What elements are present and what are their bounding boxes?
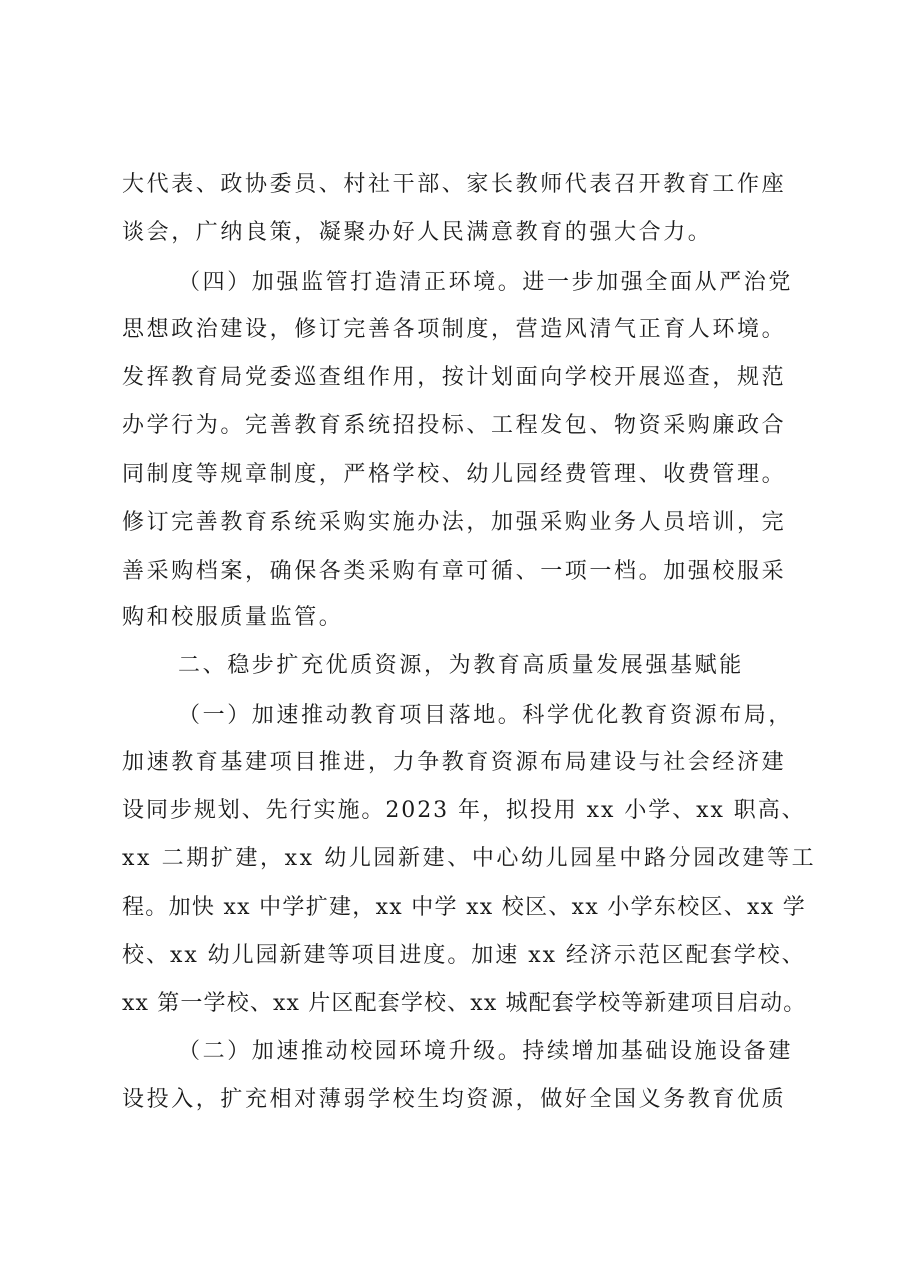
text-line-4: 思想政治建设，修订完善各项制度，营造风清气正育人环境。 — [122, 317, 787, 342]
text-line-12: （一）加速推动教育项目落地。科学优化教育资源布局， — [178, 703, 794, 728]
text-line-13: 加速教育基建项目推进，力争教育资源布局建设与社会经济建 — [122, 750, 787, 775]
text-line-7: 同制度等规章制度，严格学校、幼儿园经费管理、收费管理。 — [122, 462, 787, 487]
text-line-20: 设投入，扩充相对薄弱学校生均资源，做好全国义务教育优质 — [122, 1087, 787, 1112]
text-line-15: xx 二期扩建，xx 幼儿园新建、中心幼儿园星中路分园改建等工 — [122, 846, 817, 871]
text-line-18: xx 第一学校、xx 片区配套学校、xx 城配套学校等新建项目启动。 — [122, 991, 807, 1016]
text-line-6: 办学行为。完善教育系统招投标、工程发包、物资采购廉政合 — [122, 413, 787, 438]
text-line-1: 大代表、政协委员、村社干部、家长教师代表召开教育工作座 — [122, 172, 787, 197]
text-line-17: 校、xx 幼儿园新建等项目进度。加速 xx 经济示范区配套学校、 — [122, 943, 806, 968]
section-heading: 二、稳步扩充优质资源，为教育高质量发展强基赋能 — [178, 653, 744, 678]
text-line-9: 善采购档案，确保各类采购有章可循、一项一档。加强校服采 — [122, 559, 787, 584]
text-line-10: 购和校服质量监管。 — [122, 605, 344, 630]
text-line-3: （四）加强监管打造清正环境。进一步加强全面从严治党 — [178, 270, 794, 295]
text-line-2: 谈会，广纳良策，凝聚办好人民满意教育的强大合力。 — [122, 220, 713, 245]
text-line-8: 修订完善教育系统采购实施办法，加强采购业务人员培训，完 — [122, 510, 787, 535]
text-line-16: 程。加快 xx 中学扩建，xx 中学 xx 校区、xx 小学东校区、xx 学 — [122, 895, 807, 920]
text-line-5: 发挥教育局党委巡查组作用，按计划面向学校开展巡查，规范 — [122, 365, 787, 390]
text-line-19: （二）加速推动校园环境升级。持续增加基础设施设备建 — [178, 1039, 794, 1064]
text-line-14: 设同步规划、先行实施。2023 年，拟投用 xx 小学、xx 职高、 — [122, 798, 806, 823]
